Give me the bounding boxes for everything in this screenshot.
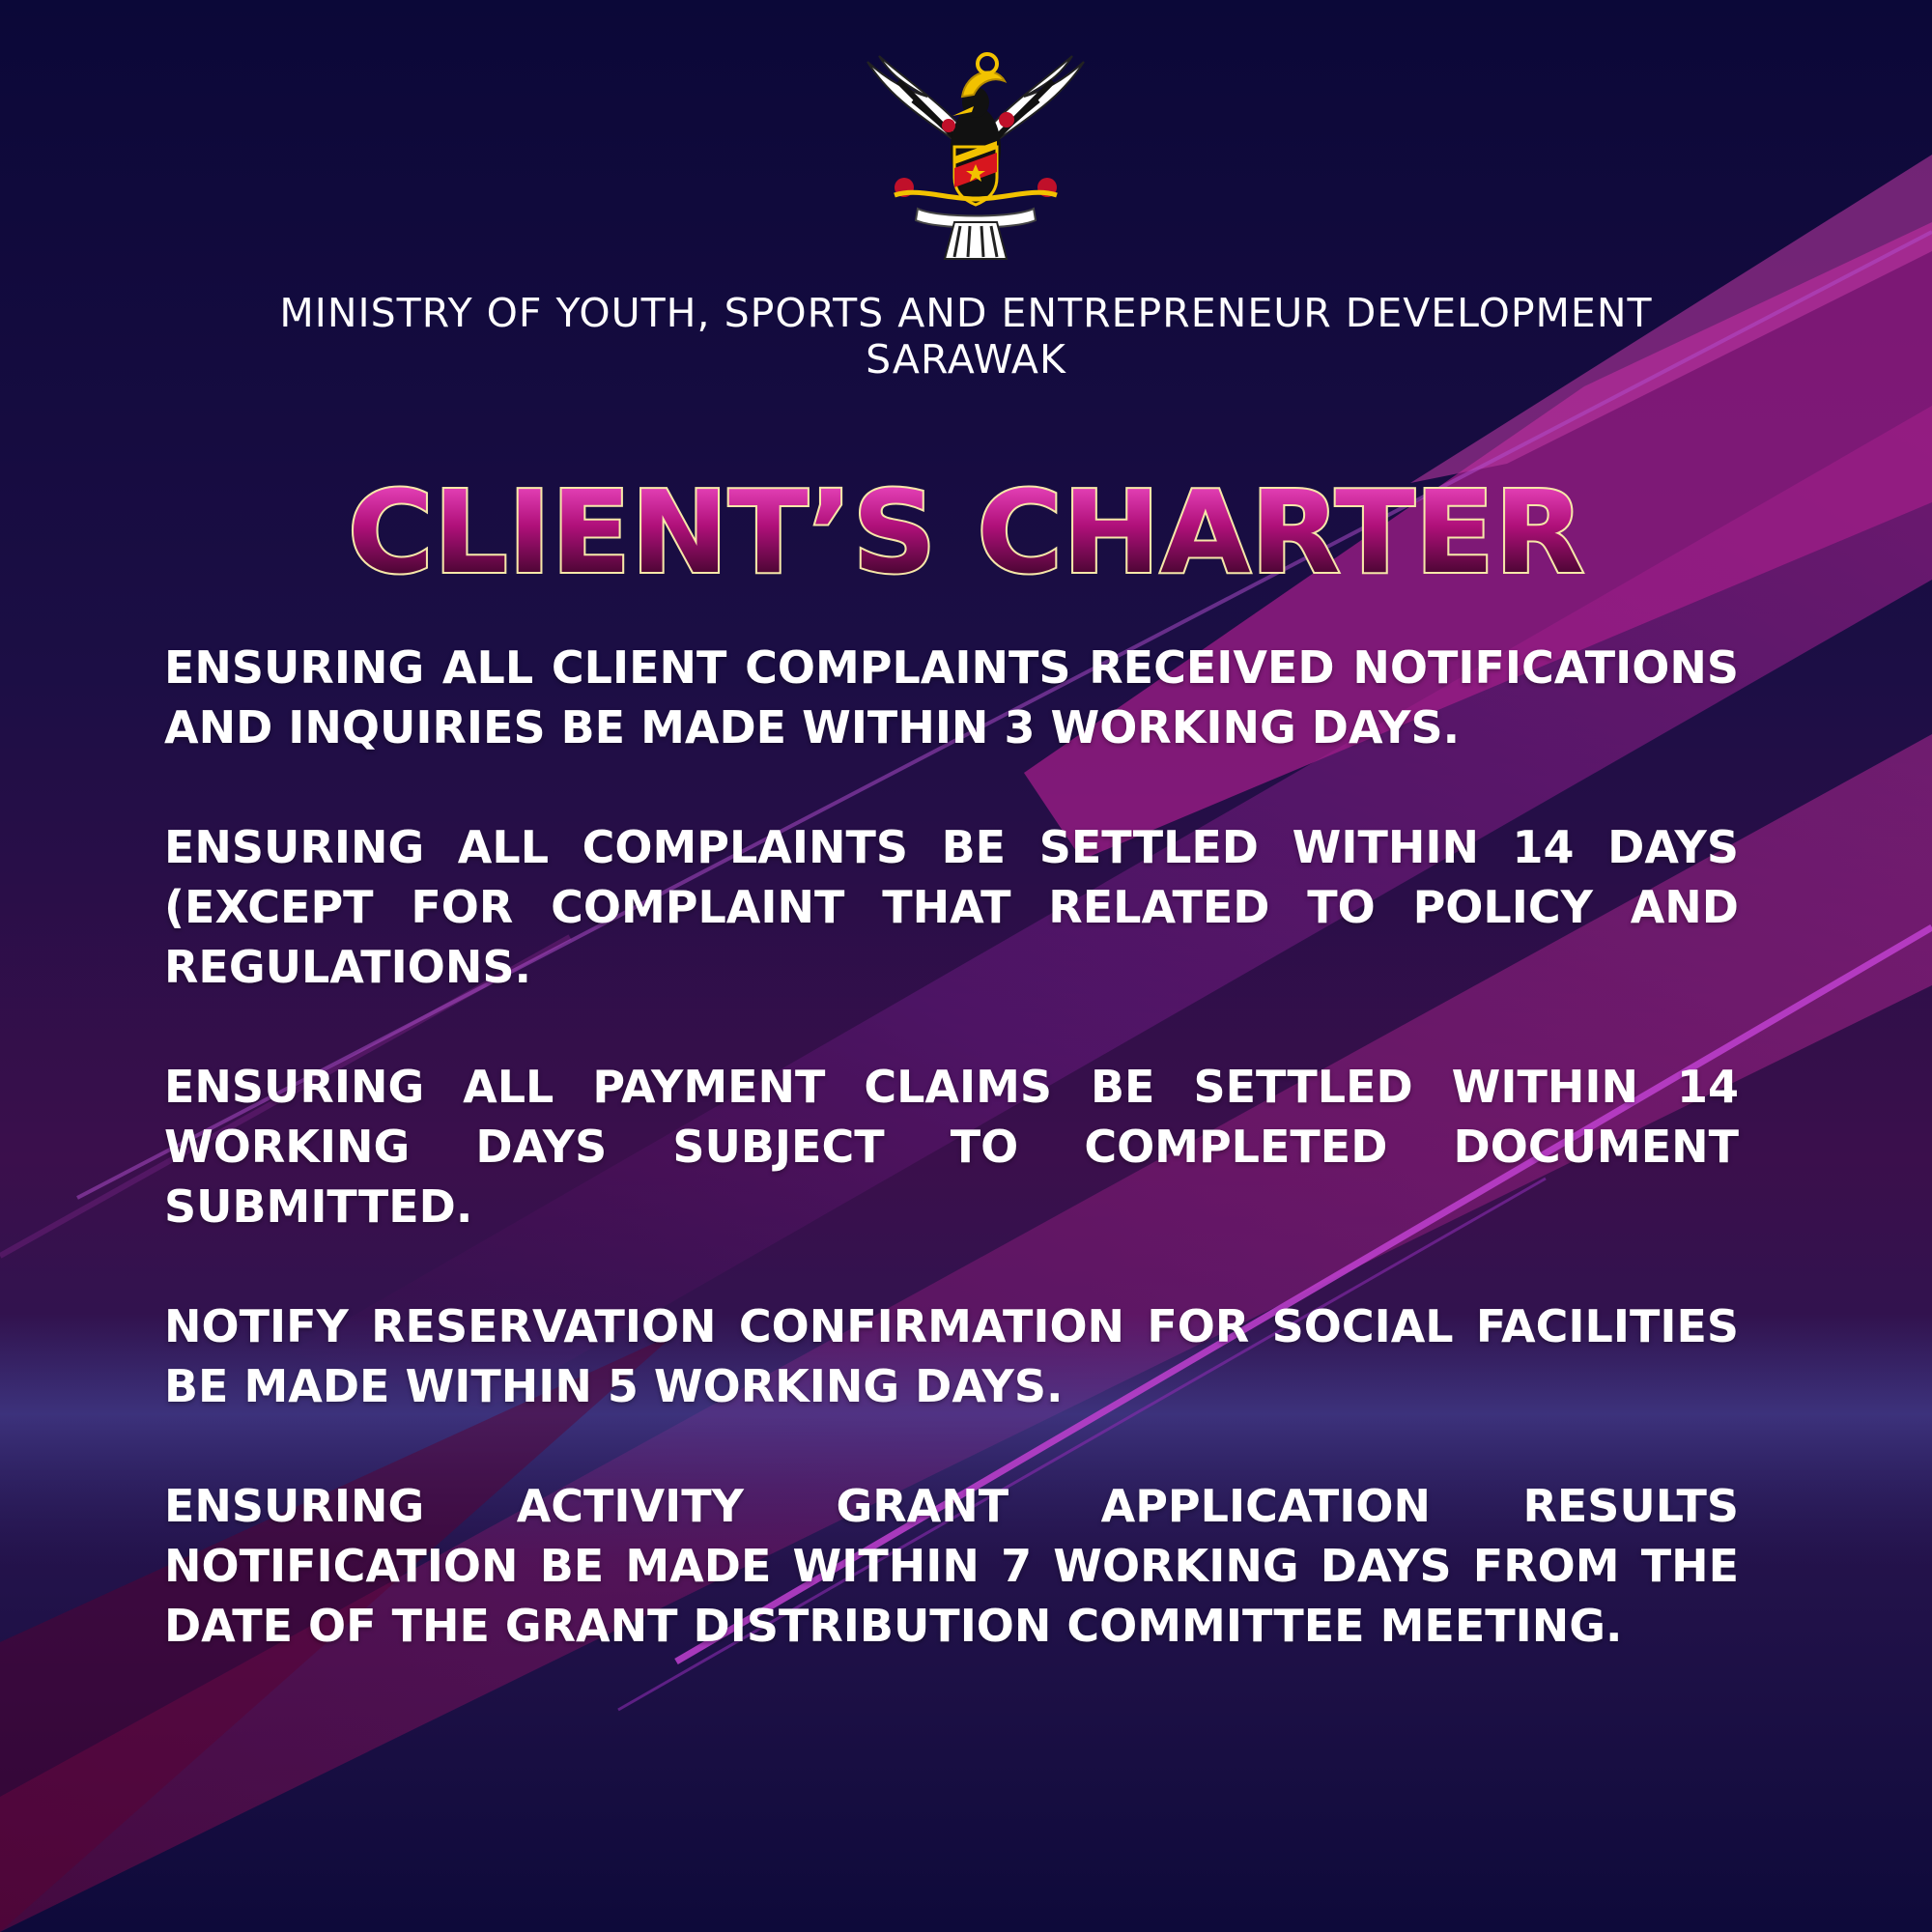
charter-item: ENSURING ALL PAYMENT CLAIMS BE SETTLED WITHIN 14 WORKING DAYS SUBJECT TO COMPLETED DOCUMENT SUBMITTED. xyxy=(164,1061,1739,1233)
ministry-name xyxy=(97,290,1835,383)
charter-item: NOTIFY RESERVATION CONFIRMATION FOR SOCIAL FACILITIES BE MADE WITHIN 5 WORKING DAYS. xyxy=(164,1300,1739,1412)
page-title: CLIENT’S CHARTER xyxy=(348,466,1585,599)
title-container xyxy=(0,464,1932,599)
page-title-graphic xyxy=(0,464,1932,599)
charter-list xyxy=(164,638,1739,1716)
charter-item: ENSURING ALL COMPLAINTS BE SETTLED WITHIN 14 DAYS (EXCEPT FOR COMPLAINT THAT RELATED TO POLICY AND REGULATIONS. xyxy=(164,821,1739,993)
charter-item: ENSURING ACTIVITY GRANT APPLICATION RESULTS NOTIFICATION BE MADE WITHIN 7 WORKING DAYS FROM THE DATE OF THE GRANT DISTRIBUTION COMMITTEE MEETING. xyxy=(164,1480,1739,1652)
ministry-name-line2: SARAWAK xyxy=(866,336,1066,383)
sarawak-coat-of-arms-icon xyxy=(860,43,1092,274)
charter-item: ENSURING ALL CLIENT COMPLAINTS RECEIVED NOTIFICATIONS AND INQUIRIES BE MADE WITHIN 3 WORKING DAYS. xyxy=(164,641,1739,753)
ministry-name-line1: MINISTRY OF YOUTH, SPORTS AND ENTREPRENEUR DEVELOPMENT xyxy=(279,290,1653,336)
